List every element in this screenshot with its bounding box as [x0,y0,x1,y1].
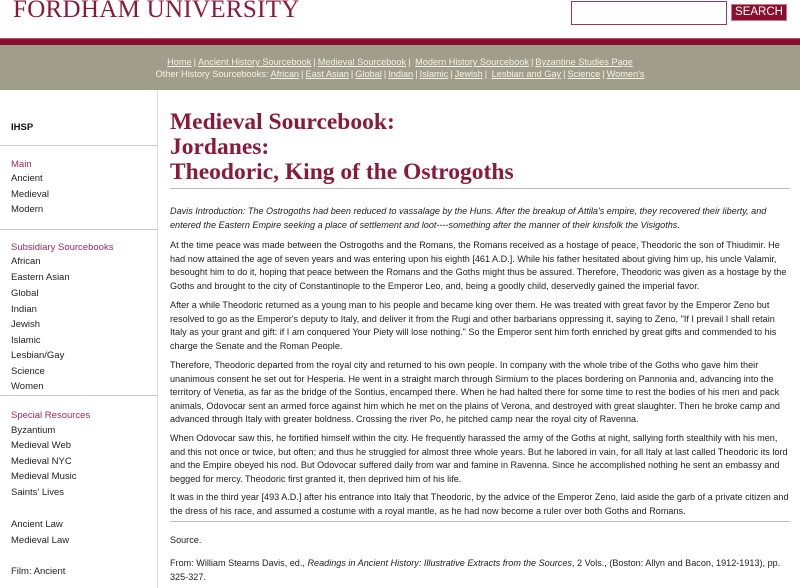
nav-link-ancient-history-sourcebook[interactable]: Ancient History Sourcebook [198,57,312,67]
nav-link-womens[interactable]: Women's [606,69,645,79]
site-header [0,0,800,38]
nav-separator: | [484,69,490,79]
sidebar-subsidiary-section [0,230,158,396]
nav-separator: | [383,69,387,79]
citation-suffix: , 2 Vols., (Boston: Allyn and Bacon, 1912-1913), pp. 325-327. [170,558,781,582]
nav-link-byzantine-studies[interactable]: Byzantine Studies Page [535,57,633,67]
title-line-2: Jordanes: [170,134,270,160]
sidebar-item-medieval-nyc[interactable]: Medieval NYC [11,456,72,467]
body-paragraph-1: At the time peace was made between the Ostrogoths and the Romans, the Romans received as a hostage of peace, Theodoric the son of Thiudimir. He had now attained the age of seven years and was entering upon his eighth [461 A.D.]. While his father hesitated about giving him up, his uncle Valamir, besought him to do it, hoping that peace between the Romans and the Goths might thus be assured. Therefore, Theodoric was given as a hostage by the Goths and brought to the city of Constantinople to the Emperor Leo, and, being a goodly child, deservedly gained the imperial favor. [170,240,787,291]
title-line-3: Theodoric, King of the Ostrogoths [170,159,514,185]
body-paragraph-4: When Odovocar saw this, he fortified himself within the city. He frequently harassed the army of the Goths at night, sallying forth stealthily with his men, and this not once or twice, but often; and thus he struggled for almost three whole years. But he labored in vain, for all Italy at last called Theodoric its lord and the Empire obeyed his nod. But Odovocar suffered daily from war and famine in Ravenna. Since he accomplished nothing he sent an embassy and begged for mercy. Theodoric first granted it, then deprived him of his life. [170,433,788,484]
nav-link-medieval-sourcebook[interactable]: Medieval Sourcebook [317,57,407,67]
citation-title: Readings in Ancient History: Illustrative Extracts from the Sources [307,558,572,568]
nav-link-indian[interactable]: Indian [388,69,414,79]
nav-separator: | [415,69,418,79]
sidebar-item-eastern-asian[interactable]: Eastern Asian [11,272,70,283]
nav-link-home[interactable]: Home [167,57,192,67]
sidebar-item-lesbian-gay[interactable]: Lesbian/Gay [11,350,65,361]
nav-separator: | [350,69,354,79]
sidebar-item-film-ancient[interactable]: Film: Ancient [11,566,66,577]
sidebar-item-medieval-web[interactable]: Medieval Web [11,440,72,451]
sidebar-item-indian[interactable]: Indian [11,304,37,315]
body-paragraph-3: Therefore, Theodoric departed from the royal city and returned to his own people. In company with the whole tribe of the Goths who gave him their unanimous consent he set out for Hesperia. He went in a straight march through Sirmium to the places bordering on Pannonia and, advancing into the territory of Venetia, as far as the bridge of the Sontius, encamped there. When he had halted there for some time to rest the bodies of his men and pack animals, Odovocar sent an armed force against him which he met on the plains of Verona, and destroyed with great slaughter. Then he broke camp and advanced through Italy with greater boldness. Crossing the river Po, he pitched camp near the royal city of Ravenna. [170,360,780,425]
nav-separator: | [563,69,566,79]
sidebar-item-ancient[interactable]: Ancient [11,173,43,184]
nav-separator: | [530,57,534,67]
nav-link-jewish[interactable]: Jewish [454,69,483,79]
fordham-logo[interactable]: FORDHAM UNIVERSITY [13,0,300,23]
sidebar-item-medieval-music[interactable]: Medieval Music [11,471,77,482]
sidebar-item-byzantium[interactable]: Byzantium [11,425,56,436]
sidebar-ihsp-link[interactable]: IHSP [11,122,34,133]
source-label: Source. [170,535,202,545]
nav-link-islamic[interactable]: Islamic [419,69,449,79]
nav-link-modern-history-sourcebook[interactable]: Modern History Sourcebook [415,57,529,67]
sidebar-item-ancient-law[interactable]: Ancient Law [11,519,63,530]
sidebar-item-jewish[interactable]: Jewish [11,319,41,330]
body-paragraph-2: After a while Theodoric returned as a young man to his people and became king over them. He was treated with great favor by the Emperor Zeno but resolved to go as the Emperor's deputy to Italy, and deliver it from the Rugi and other barbarians oppressing it, saying to Zeno, "If I prevail I shall retain Italy as your grant and gift: if I am conquered Your Piety will lose nothing." So the Emperor sent him forth enriched by great gifts and commended to his charge the Senate and the Roman People. [170,300,777,351]
sidebar-item-global[interactable]: Global [11,288,39,299]
sidebar-item-saints-lives[interactable]: Saints' Lives [11,487,65,498]
sidebar-item-medieval-law[interactable]: Medieval Law [11,535,70,546]
nav-separator: | [301,69,304,79]
primary-nav [0,57,800,67]
nav-link-african[interactable]: African [270,69,300,79]
nav-separator: | [313,57,316,67]
sidebar-main-section [0,146,158,230]
nav-link-science[interactable]: Science [567,69,601,79]
citation-prefix: From: William Stearns Davis, ed., [170,558,308,568]
page-title [170,110,770,185]
sidebar-item-science[interactable]: Science [11,366,45,377]
sidebar-item-modern[interactable]: Modern [11,204,44,215]
secondary-nav [0,69,800,79]
nav-separator: | [450,69,453,79]
title-divider [170,188,790,189]
source-divider [170,521,790,522]
sidebar-item-african[interactable]: African [11,256,41,267]
secondary-nav-label: Other History Sourcebooks: [155,69,269,79]
nav-bar [0,45,800,90]
citation [170,557,790,584]
nav-separator: | [193,57,196,67]
nav-separator: | [602,69,605,79]
body-paragraph-5: It was in the third year [493 A.D.] after his entrance into Italy that Theodoric, by the advice of the Emperor Zeno, laid aside the garb of a private citizen and the dress of his race, and assumed a costume with a royal mantle, as he had now become a ruler over both Goths and Romans. [170,492,789,516]
nav-link-east-asian[interactable]: East Asian [305,69,349,79]
nav-separator: | [408,57,414,67]
sidebar-item-medieval[interactable]: Medieval [11,189,50,200]
sidebar-ihsp-section [0,90,158,146]
sidebar-heading-main: Main [11,159,32,170]
search-button[interactable]: SEARCH [731,4,787,21]
intro-paragraph: Davis Introduction: The Ostrogoths had been reduced to vassalage by the Huns. After the breakup of Attila's empire, they recovered their liberty, and entered the Eastern Empire seeking a place of settlement and loot----something after the manner of their kinsfolk the Visigoths. [170,206,767,230]
nav-link-global[interactable]: Global [355,69,382,79]
sidebar [0,90,158,588]
sidebar-heading-subsidiary: Subsidiary Sourcebooks [11,242,114,253]
header-divider-bar [0,38,800,45]
title-line-1: Medieval Sourcebook: [170,109,395,135]
nav-link-lesbian-gay[interactable]: Lesbian and Gay [491,69,562,79]
sidebar-item-women[interactable]: Women [11,381,44,392]
search-input[interactable] [571,1,727,25]
sidebar-special-section [0,396,158,588]
sidebar-item-islamic[interactable]: Islamic [11,335,41,346]
sidebar-heading-special: Special Resources [11,410,91,421]
